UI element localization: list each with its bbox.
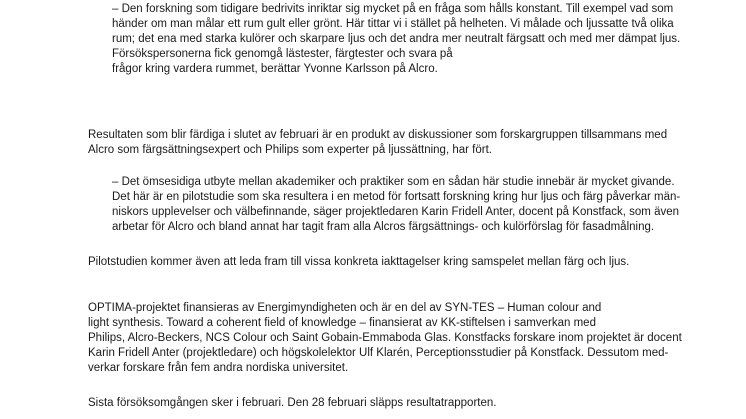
text-line: light synthesis. Toward a coherent field of knowledge – finansierat av KK-stiftelsen i samverkan med <box>88 317 596 329</box>
text-line: Karin Fridell Anter (projektledare) och högskolelektor Ulf Klarén, Perceptionsstudier på Konstfack. Dessutom med- <box>88 347 669 359</box>
quote-paragraph-karlsson <box>112 2 732 77</box>
body-paragraph-final-session <box>88 396 728 411</box>
text-line: Pilotstudien kommer även att leda fram till vissa konkreta iakttagelser kring samspelet mellan färg och ljus. <box>88 256 630 268</box>
text-line: Alcro som färgsättningsexpert och Philips som experter på ljussättning, har fört. <box>88 144 492 156</box>
quote-paragraph-anter <box>112 175 732 235</box>
text-line: Sista försöksomgången sker i februari. Den 28 februari släpps resultatrapporten. <box>88 397 497 409</box>
text-line: Philips, Alcro-Beckers, NCS Colour och Saint Gobain-Emmaboda Glas. Konstfacks forskare inom projektet är docent <box>88 332 682 344</box>
text-line: frågor kring vardera rummet, berättar Yvonne Karlsson på Alcro. <box>112 63 438 75</box>
text-line: Försökspersonerna fick genomgå lästester, färgtester och svara på <box>112 48 453 60</box>
text-line: niskors upplevelser och välbefinnande, säger projektledaren Karin Fridell Anter, docent på Konstfack, som även <box>112 206 680 218</box>
body-paragraph-optima <box>88 301 728 376</box>
text-line: OPTIMA-projektet finansieras av Energimyndigheten och är en del av SYN-TES – Human colour and <box>88 302 602 314</box>
text-line: verkar forskare från fem andra nordiska universitet. <box>88 362 349 374</box>
text-line: Resultaten som blir färdiga i slutet av februari är en produkt av diskussioner som forskargruppen tillsammans med <box>88 129 668 141</box>
text-line: händer om man målar ett rum gult eller grönt. Här tittar vi i stället på helheten. Vi målade och ljussatte två olika <box>112 18 674 30</box>
text-line: rum; det ena med starka kulörer och skarpare ljus och det andra mer neutralt färgsatt och med mer dämpat ljus. <box>112 33 681 45</box>
text-line: Det här är en pilotstudie som ska resultera i en metod för fortsatt forskning kring hur ljus och färg påverkar män- <box>112 191 681 203</box>
body-paragraph-results <box>88 128 728 158</box>
text-line: – Den forskning som tidigare bedrivits inriktar sig mycket på en fråga som hålls konstant. Till exempel vad som <box>112 3 674 15</box>
body-paragraph-pilot <box>88 255 728 270</box>
text-line: arbetar för Alcro och bland annat har tagit fram alla Alcros färgsättnings- och kulörförslag för fasadmålning. <box>112 221 655 233</box>
text-line: – Det ömsesidiga utbyte mellan akademiker och praktiker som en sådan här studie innebär är mycket givande. <box>112 176 675 188</box>
